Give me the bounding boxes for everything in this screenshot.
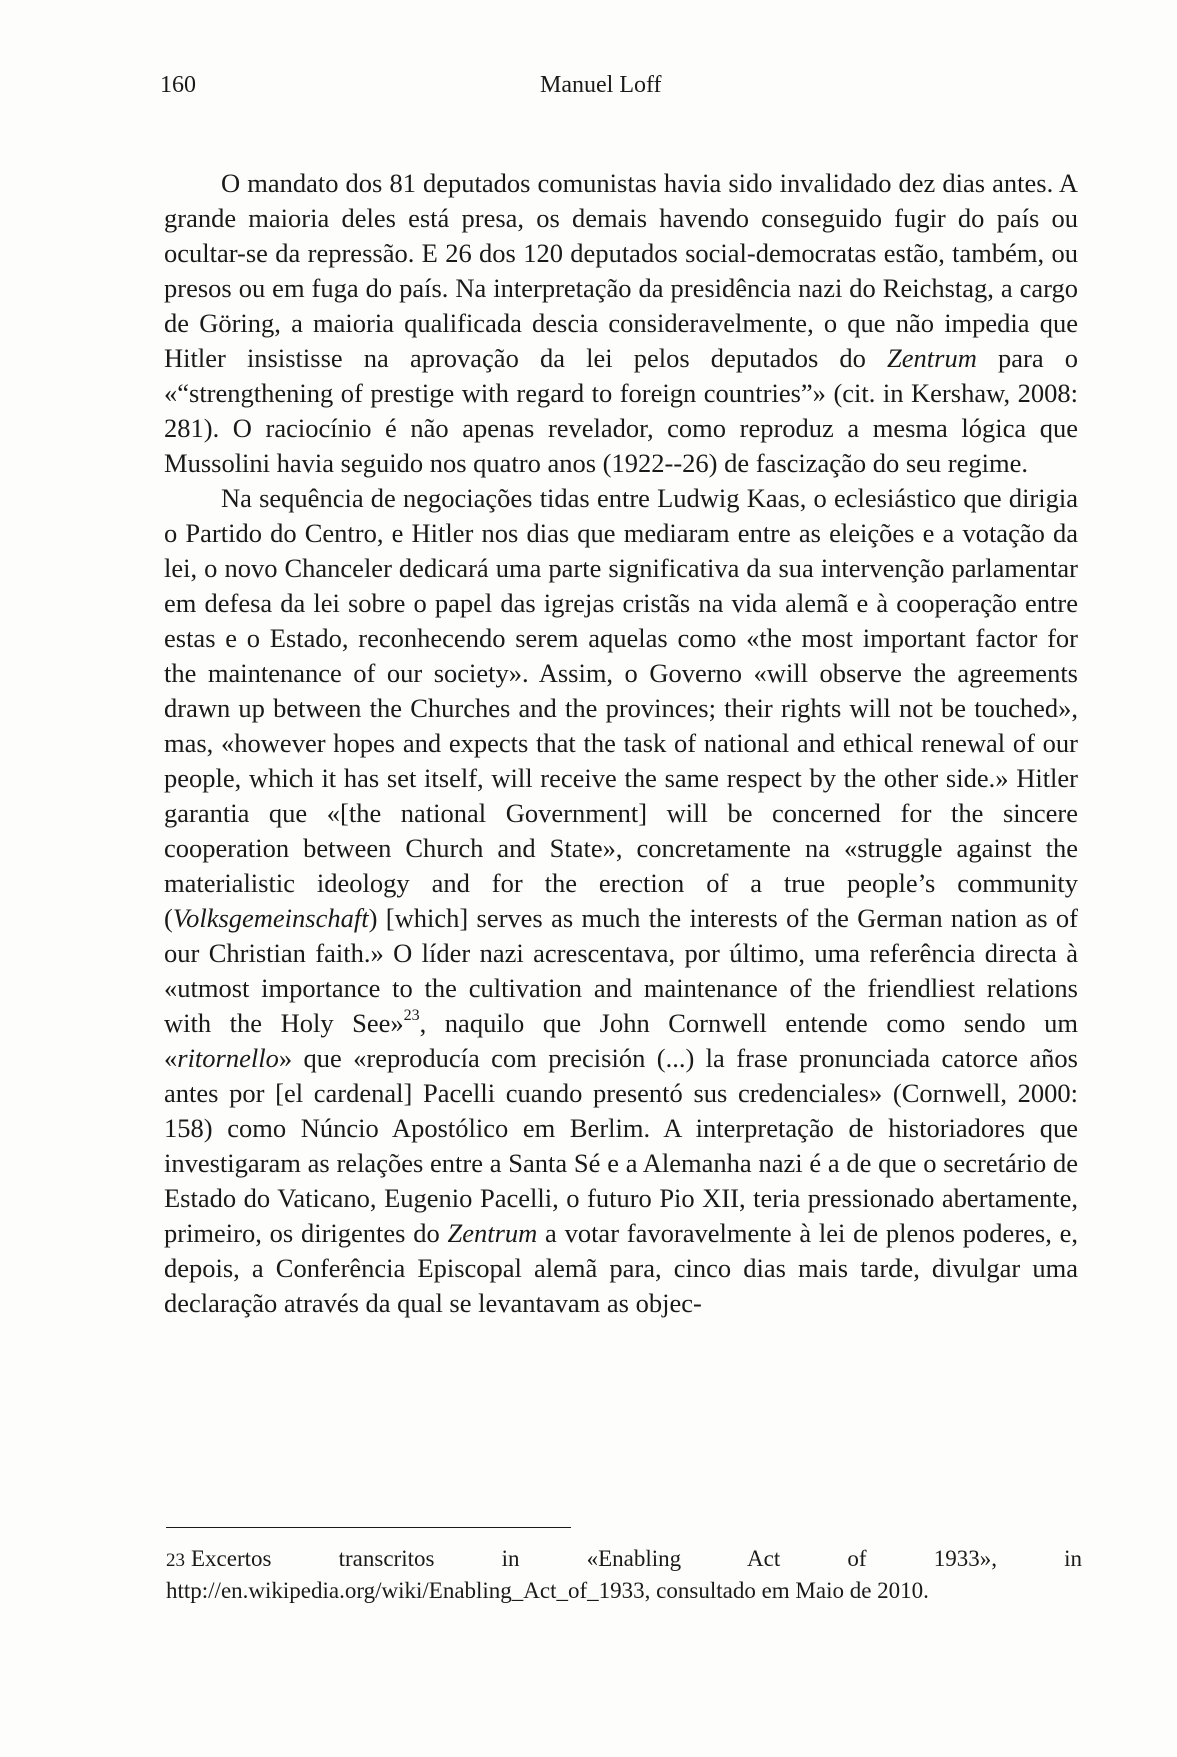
italic-volksgemeinschaft: Volksgemeinschaft xyxy=(172,903,369,933)
paragraph-1-end: para o «“strengthening of prestige with regard to foreign countries”» (cit. in Kershaw, 2008: 281). O raciocínio é não apenas revelador, como reproduz a mesma lógica que Mussolini havia seguido nos quatro anos (1922--26) de fascização do seu regime. xyxy=(164,343,1078,478)
footnote xyxy=(166,1544,1082,1606)
page-header xyxy=(160,72,1080,106)
paragraph-1 xyxy=(164,166,1078,481)
italic-ritornello: ritornello xyxy=(177,1043,279,1073)
paragraph-2-text-a: Na sequência de negociações tidas entre Ludwig Kaas, o eclesiástico que dirigia o Partido do Centro, e Hitler nos dias que mediaram entre as eleições e a votação da lei, o novo Chanceler dedicará uma parte significativa da sua intervenção parlamentar em defesa da lei sobre o papel das igrejas cristãs na vida alemã e à cooperação entre estas e o Estado, reconhecendo serem aquelas como «the most important factor for the maintenance of our society». Assim, o Governo «will observe the agreements drawn up between the Churches and the provinces; their rights will not be touched», mas, «however hopes and expects that the task of national and ethical renewal of our people, which it has set itself, will receive the same respect by the other side.» Hitler garantia que «[the national Government] will be concerned for the sincere cooperation between Church and State», concretamente na «struggle against the materialistic ideology and for the erection of a true people’s community ( xyxy=(164,483,1078,933)
paragraph-2 xyxy=(164,481,1078,1321)
italic-zentrum: Zentrum xyxy=(887,343,977,373)
paragraph-2-text-d: » que «reproducía com precisión (...) la frase pronunciada catorce años antes por [el cardenal] Pacelli cuando presentó sus credenciales» (Cornwell, 2000: 158) como Núncio Apostólico em Berlim. A interpretação de historiadores que investigaram as relações entre a Santa Sé e a Alemanha nazi é a de que o secretário de Estado do Vaticano, Eugenio Pacelli, o futuro Pio XII, teria pressionado abertamente, primeiro, os dirigentes do xyxy=(164,1043,1078,1248)
paragraph-2-text-b: ) [which] serves as much the interests of the German nation as of our Christian faith.» O líder nazi acrescentava, por último, uma referência directa à «utmost importance to the cultivation and maintenance of the friendliest relations with the Holy See» xyxy=(164,903,1078,1038)
running-head-author: Manuel Loff xyxy=(540,72,662,98)
paragraph-2-text-e: a votar favoravelmente à lei de plenos poderes, e, depois, a Conferência Episcopal alemã para, cinco dias mais tarde, divulgar uma declaração através da qual se levantavam as objec- xyxy=(164,1218,1078,1318)
body-text xyxy=(164,166,1078,1321)
italic-zentrum-2: Zentrum xyxy=(447,1218,538,1248)
footnote-reference[interactable]: 23 xyxy=(403,1007,420,1024)
footnote-text: Excertos transcritos in «Enabling Act of 1933», in http://en.wikipedia.org/wiki/Enabling_Act_of_1933, consultado em Maio de 2010. xyxy=(166,1546,1082,1603)
paragraph-1-text: O mandato dos 81 deputados comunistas havia sido invalidado dez dias antes. A grande maioria deles está presa, os demais havendo conseguido fugir do país ou ocultar-se da repressão. E 26 dos 120 deputados social-democratas estão, também, ou presos ou em fuga do país. Na interpretação da presidência nazi do Reichstag, a cargo de Göring, a maioria qualificada descia consideravelmente, o que não impedia que Hitler insistisse na aprovação da lei pelos deputados do xyxy=(164,168,1078,373)
paragraph-2-text-c: , naquilo que John Cornwell entende como sendo um « xyxy=(164,1008,1079,1073)
footnote-divider xyxy=(166,1527,571,1528)
page-number: 160 xyxy=(160,72,196,98)
footnote-number: 23 xyxy=(166,1550,185,1571)
